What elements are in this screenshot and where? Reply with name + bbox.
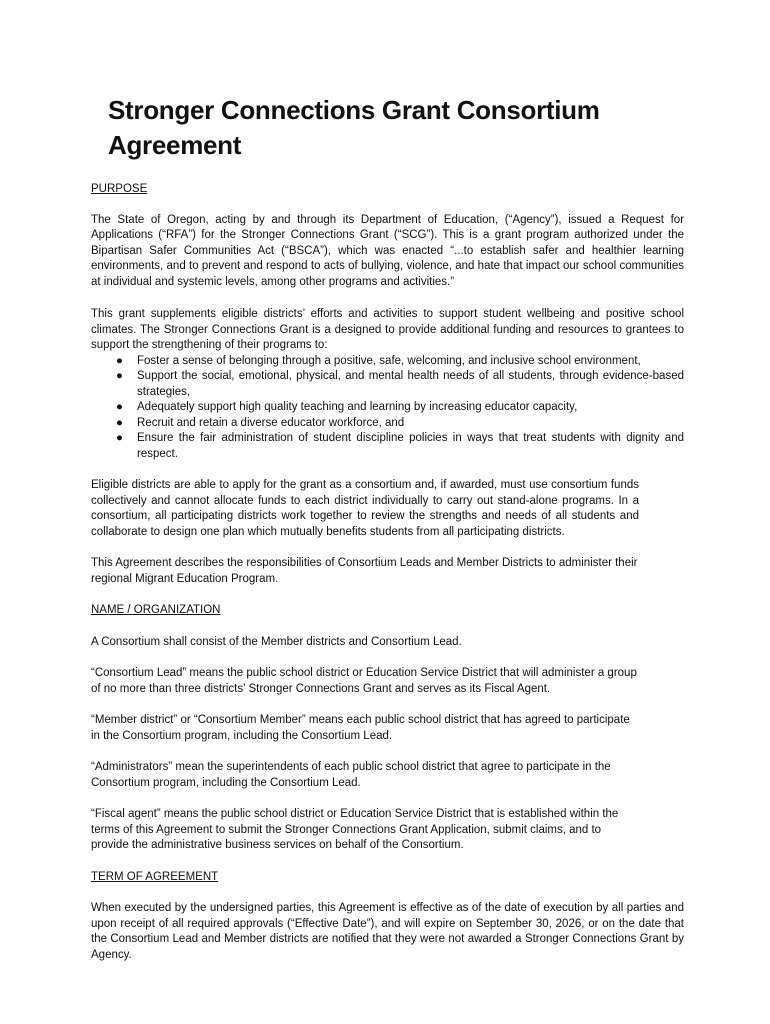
consortium-definition: A Consortium shall consist of the Member districts and Consortium Lead. bbox=[91, 635, 462, 648]
list-item-text: Support the social, emotional, physical, and mental health needs of all students, through evidence-based strategies, bbox=[137, 370, 684, 398]
purpose-paragraph-1: The State of Oregon, acting by and through its Department of Education, (“Agency”), issued a Request for Applications (“RFA”) for the Stronger Connections Grant (“SCG”). This is a grant program authorized under the Bipartisan Safer Communities Act (“BSCA”), which was enacted “...to establish safer and healthier learning environments, and to prevent and respond to acts of bullying, violence, and hate that impact our school communities at individual and systemic levels, among other programs and activities.” bbox=[91, 213, 684, 288]
list-item bbox=[116, 416, 684, 432]
document-title: Stronger Connections Grant Consortium Agreement bbox=[108, 95, 600, 160]
bullet-icon: ● bbox=[116, 354, 123, 367]
bullet-icon: ● bbox=[116, 370, 123, 382]
administrators-definition: “Administrators” mean the superintendents of each public school district that agree to participate in the Consortium program, including the Consortium Lead. bbox=[91, 761, 611, 789]
list-item-text: Adequately support high quality teaching and learning by increasing educator capacity, bbox=[137, 401, 578, 413]
member-district-definition: “Member district” or “Consortium Member” means each public school district that has agreed to participate in the Consortium program, including the Consortium Lead. bbox=[91, 714, 630, 742]
list-item-text: Foster a sense of belonging through a positive, safe, welcoming, and inclusive school environment, bbox=[137, 354, 641, 367]
name-organization-heading: NAME / ORGANIZATION bbox=[91, 604, 221, 616]
list-item-text: Recruit and retain a diverse educator workforce, and bbox=[137, 416, 405, 429]
purpose-paragraph-2: This grant supplements eligible districts’ efforts and activities to support student wellbeing and positive school climates. The Stronger Connections Grant is a designed to provide additional funding and resources to grantees to support the strengthening of their programs to: bbox=[91, 308, 684, 351]
purpose-paragraph-4: This Agreement describes the responsibilities of Consortium Leads and Member Districts to administer their regional Migrant Education Program. bbox=[91, 557, 638, 585]
bullet-icon: ● bbox=[116, 432, 123, 444]
fiscal-agent-definition: “Fiscal agent” means the public school district or Education Service District that is established within the terms of this Agreement to submit the Stronger Connections Grant Application, submit claims, and to provide the administrative business services on behalf of the Consortium. bbox=[91, 808, 619, 851]
term-of-agreement-heading: TERM OF AGREEMENT bbox=[91, 870, 219, 883]
term-paragraph: When executed by the undersigned parties, this Agreement is effective as of the date of execution by all parties and upon receipt of all required approvals (“Effective Date”), and will expire on September 30, 2026, or on the date that the Consortium Lead and Member districts are notified that they were not awarded a Stronger Connections Grant by Agency. bbox=[91, 902, 684, 961]
list-item bbox=[116, 400, 684, 416]
list-item bbox=[116, 431, 684, 462]
list-item-text: Ensure the fair administration of student discipline policies in ways that treat students with dignity and respect. bbox=[137, 432, 684, 460]
list-item bbox=[116, 354, 684, 370]
purpose-paragraph-3: Eligible districts are able to apply for the grant as a consortium and, if awarded, must use consortium funds collectively and cannot allocate funds to each district individually to carry out stand-alone programs. In a consortium, all participating districts work together to review the strengths and needs of all students and collaborate to design one plan which mutually benefits students from all participating districts. bbox=[91, 479, 639, 538]
bullet-icon: ● bbox=[116, 401, 123, 413]
purpose-heading: PURPOSE bbox=[91, 183, 148, 195]
consortium-lead-definition: “Consortium Lead” means the public school district or Education Service District that will administer a group of no more than three districts’ Stronger Connections Grant and serves as its Fiscal Agent. bbox=[91, 667, 637, 695]
bullet-icon: ● bbox=[116, 416, 123, 429]
program-goals-list bbox=[91, 354, 684, 463]
list-item bbox=[116, 369, 684, 400]
